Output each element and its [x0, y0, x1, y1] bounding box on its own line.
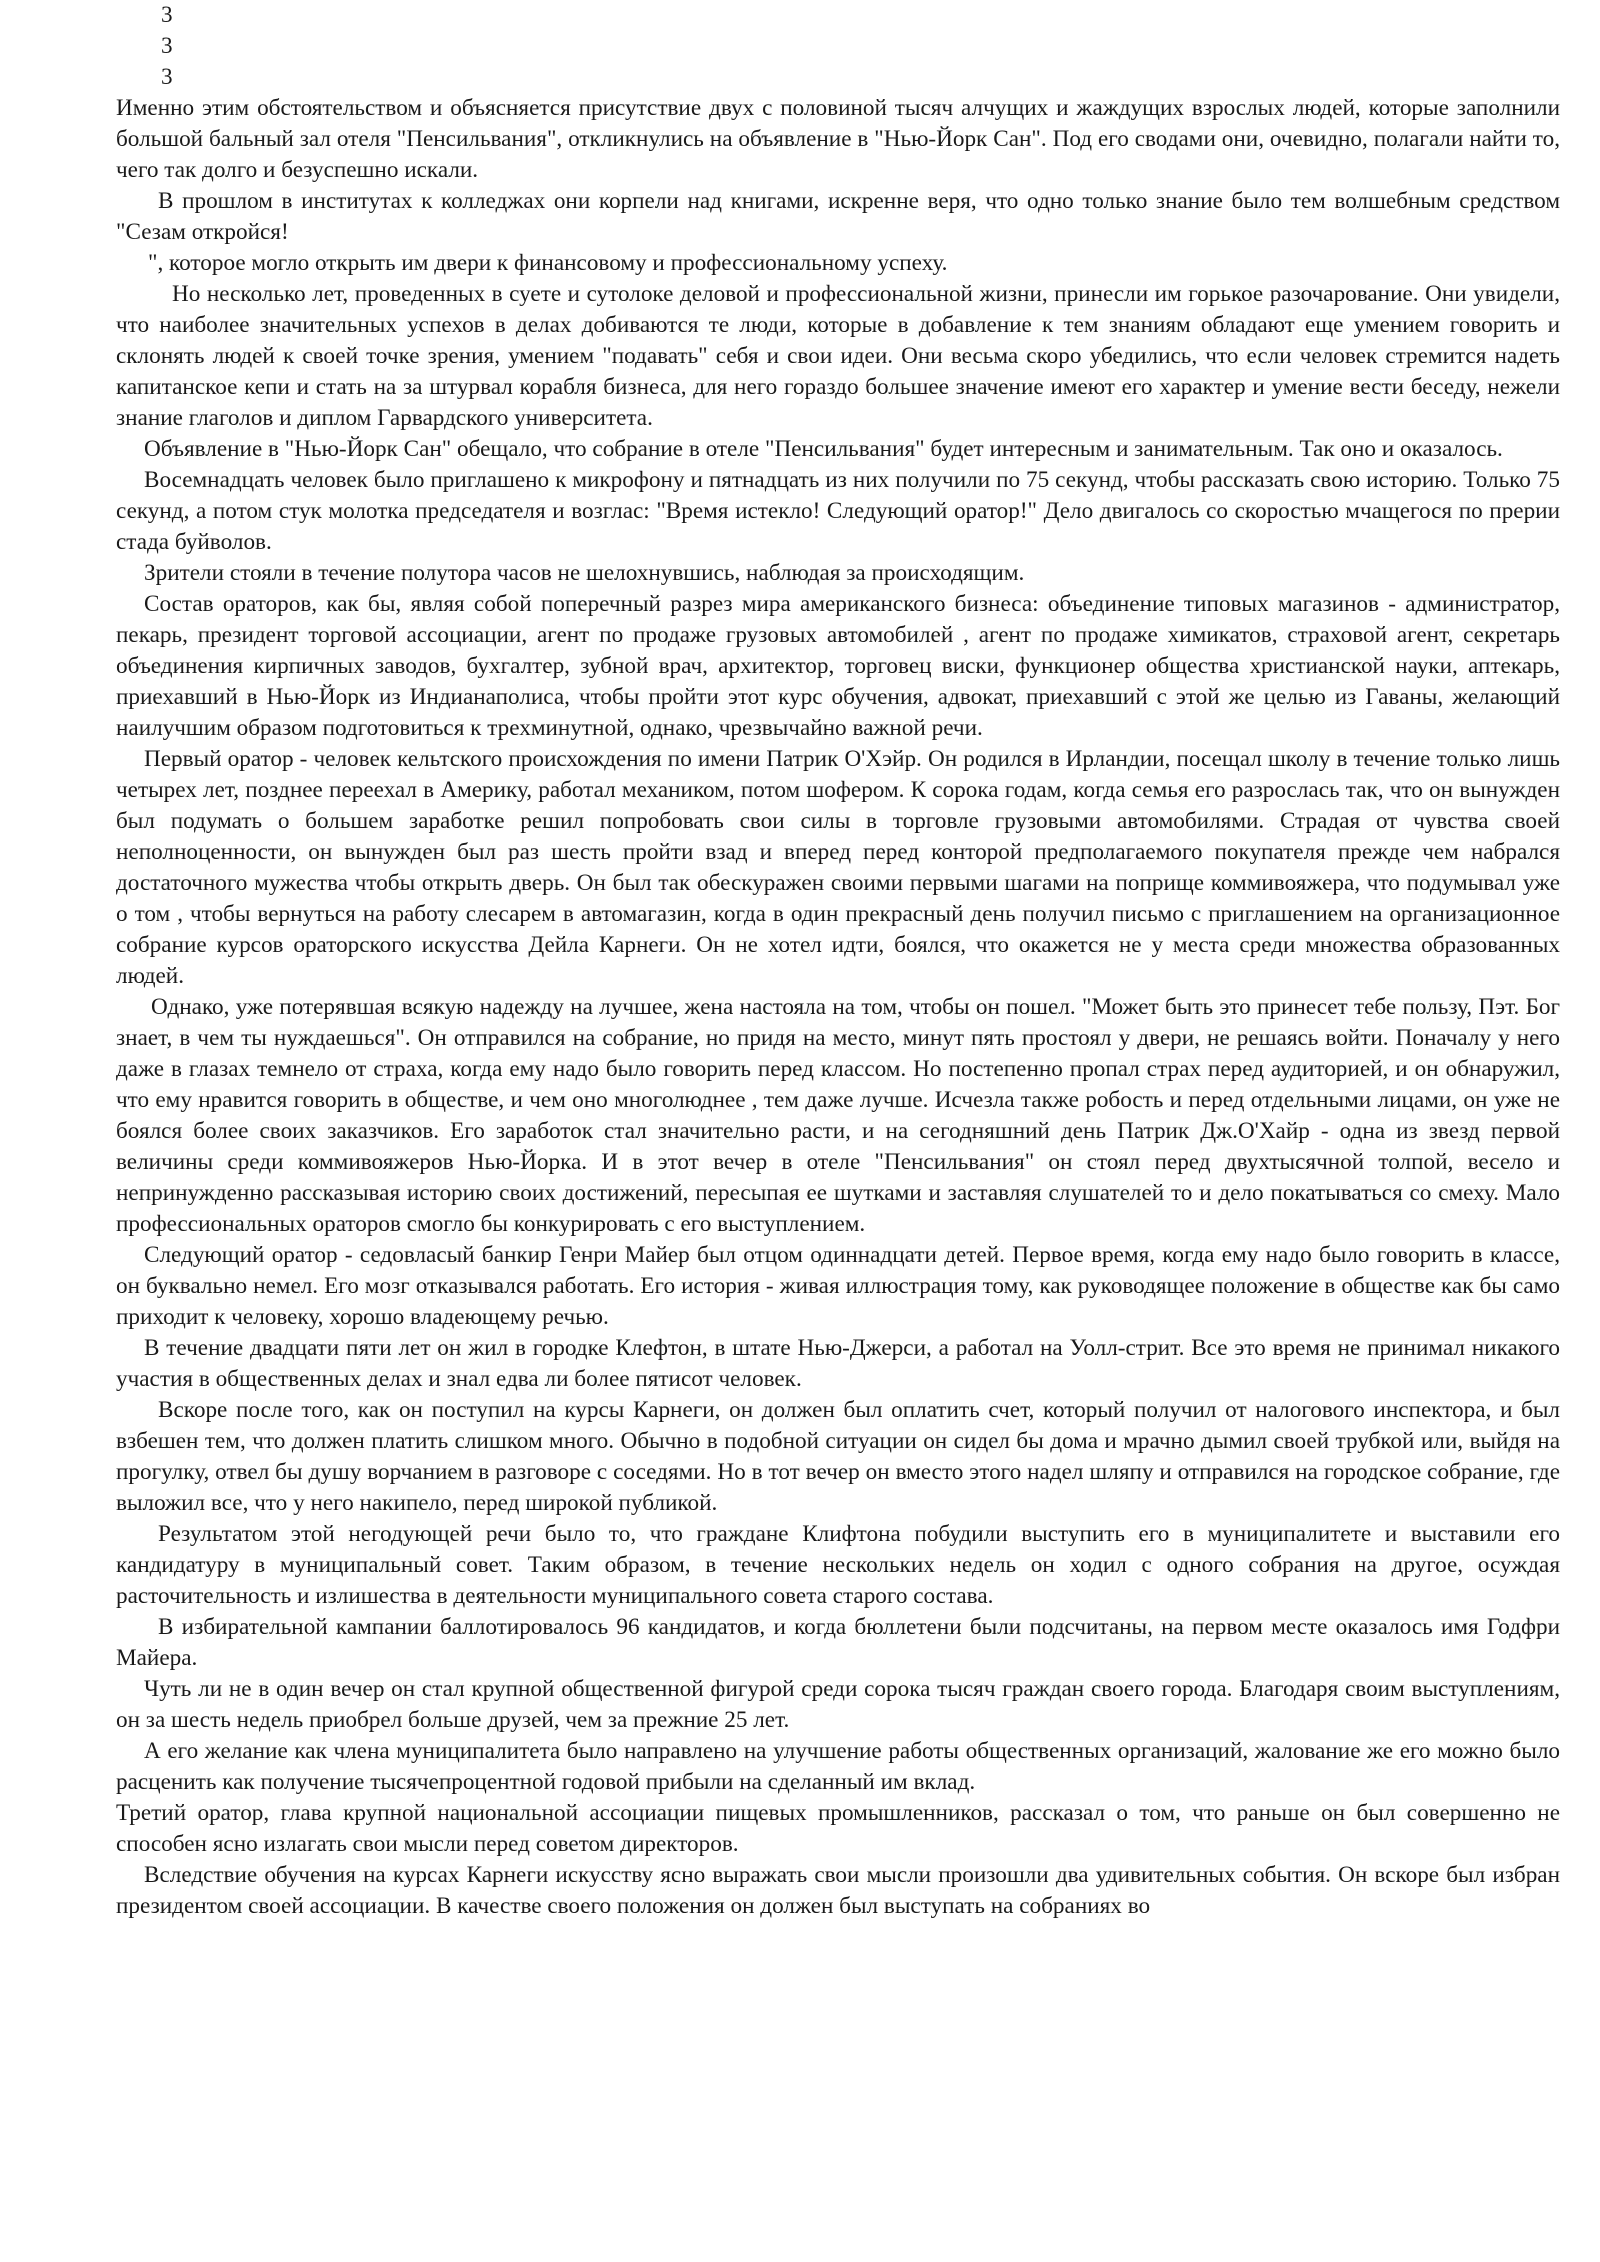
paragraph: В течение двадцати пяти лет он жил в городке Клефтон, в штате Нью-Джерси, а работал на Уолл-стрит. Все это время не принимал никакого участия в общественных делах и знал едва ли более пятисот человек. [116, 1335, 1560, 1392]
paragraph: Первый оратор - человек кельтского происхождения по имени Патрик О'Хэйр. Он родился в Ирландии, посещал школу в течение только лишь четырех лет, позднее переехал в Америку, работал механиком, потом шофером. К сорока годам, когда семья его разрослась так, что он вынужден был подумать о большем заработке решил попробовать свои силы в торговле грузовыми автомобилями. Страдая от чувства своей неполноценности, он вынужден был раз шесть пройти взад и вперед перед конторой предполагаемого покупателя прежде чем набрался достаточного мужества чтобы открыть дверь. Он был так обескуражен своими первыми шагами на поприще коммивояжера, что подумывал уже о том , чтобы вернуться на работу слесарем в автомагазин, когда в один прекрасный день получил письмо с приглашением на организационное собрание курсов ораторского искусства Дейла Карнеги. Он не хотел идти, боялся, что окажется не у места среди множества образованных людей. [116, 746, 1560, 989]
paragraph: А его желание как члена муниципалитета было направлено на улучшение работы общественных организаций, жалование же его можно было расценить как получение тысячепроцентной годовой прибыли на сделанный им вклад. [116, 1738, 1560, 1795]
paragraph: Результатом этой негодующей речи было то, что граждане Клифтона побудили выступить его в муниципалитете и выставили его кандидатуру в муниципальный совет. Таким образом, в течение нескольких недель он ходил с одного собрания на другое, осуждая расточительность и излишества в деятельности муниципального совета старого состава. [116, 1521, 1560, 1609]
page-marker: 3 [161, 64, 173, 90]
paragraph: Состав ораторов, как бы, являя собой поперечный разрез мира американского бизнеса: объединение типовых магазинов - администратор, пекарь, президент торговой ассоциации, агент по продаже грузовых автомобилей , агент по продаже химикатов, страховой агент, секретарь объединения кирпичных заводов, бухгалтер, зубной врач, архитектор, торговец виски, функционер общества христианской науки, аптекарь, приехавший в Нью-Йорк из Индианаполиса, чтобы пройти этот курс обучения, адвокат, приехавший с этой же целью из Гаваны, желающий наилучшим образом подготовиться к трехминутной, однако, чрезвычайно важной речи. [116, 591, 1560, 741]
paragraph: ", которое могло открыть им двери к финансовому и профессиональному успеху. [148, 250, 948, 276]
page-number-markers [116, 0, 1560, 93]
paragraph: Однако, уже потерявшая всякую надежду на лучшее, жена настояла на том, чтобы он пошел. "Может быть это принесет тебе пользу, Пэт. Бог знает, в чем ты нуждаешься". Он отправился на собрание, но придя на место, минут пять простоял у двери, не решаясь войти. Поначалу у него даже в глазах темнело от страха, когда ему надо было говорить перед классом. Но постепенно пропал страх перед аудиторией, и он обнаружил, что ему нравится говорить в обществе, и чем оно многолюднее , тем даже лучше. Исчезла также робость и перед отдельными лицами, он уже не боялся более своих заказчиков. Его заработок стал значительно расти, и на сегодняшний день Патрик Дж.О'Хайр - одна из звезд первой величины среди коммивояжеров Нью-Йорка. И в этот вечер в отеле "Пенсильвания" он стоял перед двухтысячной толпой, весело и непринужденно рассказывая историю своих достижений, пересыпая ее шутками и заставляя слушателей то и дело покатываться со смеху. Мало профессиональных ораторов смогло бы конкурировать с его выступлением. [116, 994, 1560, 1237]
body-text [116, 93, 1560, 1922]
paragraph: Объявление в "Нью-Йорк Сан" обещало, что собрание в отеле "Пенсильвания" будет интересным и занимательным. Так оно и оказалось. [144, 436, 1503, 462]
page-marker: 3 [161, 2, 173, 28]
paragraph: Зрители стояли в течение полутора часов не шелохнувшись, наблюдая за происходящим. [144, 560, 1025, 586]
paragraph: Вскоре после того, как он поступил на курсы Карнеги, он должен был оплатить счет, который получил от налогового инспектора, и был взбешен тем, что должен платить слишком много. Обычно в подобной ситуации он сидел бы дома и мрачно дымил своей трубкой или, выйдя на прогулку, отвел бы душу ворчанием в разговоре с соседями. Но в тот вечер он вместо этого надел шляпу и отправился на городское собрание, где выложил все, что у него накипело, перед широкой публикой. [116, 1397, 1560, 1516]
paragraph: Следующий оратор - седовласый банкир Генри Майер был отцом одиннадцати детей. Первое время, когда ему надо было говорить в классе, он буквально немел. Его мозг отказывался работать. Его история - живая иллюстрация тому, как руководящее положение в обществе как бы само приходит к человеку, хорошо владеющему речью. [116, 1242, 1560, 1330]
paragraph: В прошлом в институтах к колледжах они корпели над книгами, искренне веря, что одно только знание было тем волшебным средством "Сезам откройся! [116, 188, 1560, 245]
paragraph: Восемнадцать человек было приглашено к микрофону и пятнадцать из них получили по 75 секунд, чтобы рассказать свою историю. Только 75 секунд, а потом стук молотка председателя и возглас: "Время истекло! Следующий оратор!" Дело двигалось со скоростью мчащегося по прерии стада буйволов. [116, 467, 1560, 555]
paragraph: Третий оратор, глава крупной национальной ассоциации пищевых промышленников, рассказал о том, что раньше он был совершенно не способен ясно излагать свои мысли перед советом директоров. [116, 1800, 1560, 1857]
paragraph: В избирательной кампании баллотировалось 96 кандидатов, и когда бюллетени были подсчитаны, на первом месте оказалось имя Годфри Майера. [116, 1614, 1560, 1671]
paragraph: Но несколько лет, проведенных в суете и сутолоке деловой и профессиональной жизни, принесли им горькое разочарование. Они увидели, что наиболее значительных успехов в делах добиваются те люди, которые в добавление к тем знаниям обладают еще умением говорить и склонять людей к своей точке зрения, умением "подавать" себя и свои идеи. Они весьма скоро убедились, что если человек стремится надеть капитанское кепи и стать на за штурвал корабля бизнеса, для него гораздо большее значение имеют его характер и умение вести беседу, нежели знание глаголов и диплом Гарвардского университета. [116, 281, 1560, 431]
paragraph: Чуть ли не в один вечер он стал крупной общественной фигурой среди сорока тысяч граждан своего города. Благодаря своим выступлениям, он за шесть недель приобрел больше друзей, чем за прежние 25 лет. [116, 1676, 1560, 1733]
paragraph: Именно этим обстоятельством и объясняется присутствие двух с половиной тысяч алчущих и жаждущих взрослых людей, которые заполнили большой бальный зал отеля "Пенсильвания", откликнулись на объявление в "Нью-Йорк Сан". Под его сводами они, очевидно, полагали найти то, чего так долго и безуспешно искали. [116, 95, 1560, 183]
paragraph: Вследствие обучения на курсах Карнеги искусству ясно выражать свои мысли произошли два удивительных события. Он вскоре был избран президентом своей ассоциации. В качестве своего положения он должен был выступать на собраниях во [116, 1862, 1560, 1919]
page-marker: 3 [161, 33, 173, 59]
document-page [116, 0, 1560, 1922]
